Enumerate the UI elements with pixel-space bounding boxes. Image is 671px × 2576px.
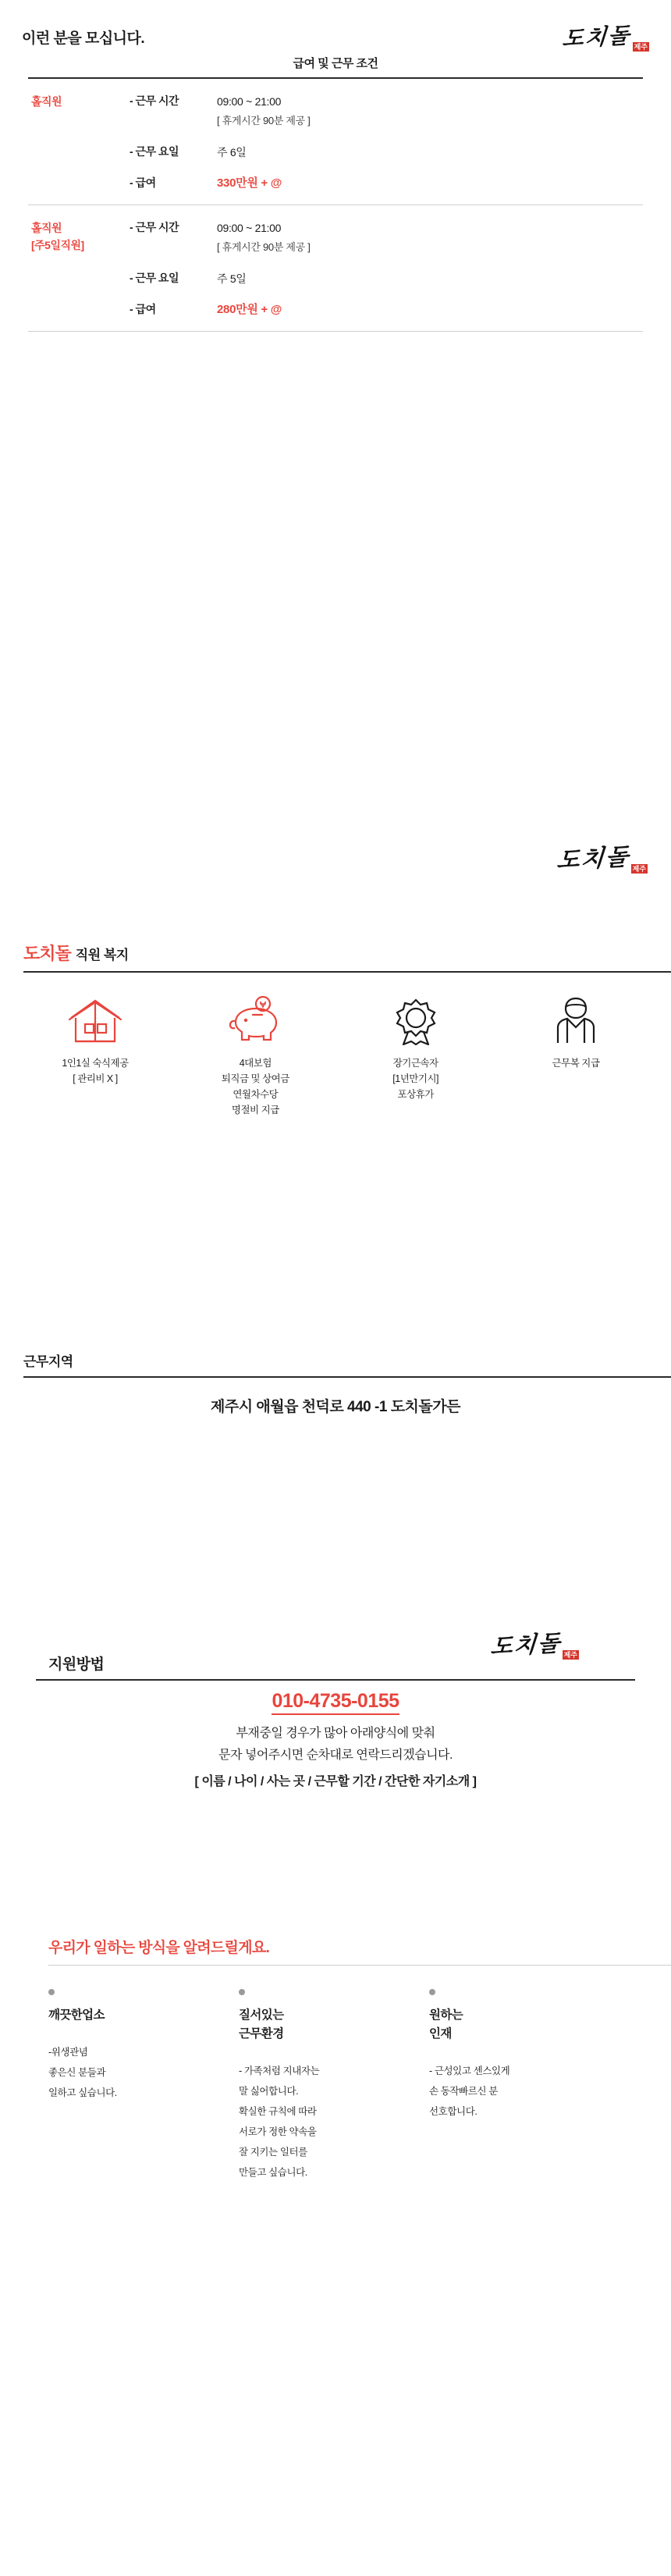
brand-logo-middle-area — [0, 839, 671, 873]
salary-row-value — [217, 219, 311, 256]
brand-logo-text: 도치돌 — [555, 843, 630, 875]
salary-row-main: 09:00 ~ 21:00 — [217, 222, 282, 234]
welfare-item — [179, 994, 332, 1118]
page-title: 이런 분을 모십니다. — [22, 30, 145, 47]
salary-conditions-section — [0, 55, 671, 332]
apply-note-line-2: 문자 넣어주시면 순차대로 연락드리겠습니다. — [218, 1749, 453, 1762]
salary-block — [28, 205, 643, 331]
salary-row-key: - 근무 시간 — [130, 94, 179, 107]
bullet-dot-icon — [239, 1989, 245, 1995]
ways-body-line: - 근성있고 센스있게 — [429, 2065, 510, 2076]
ways-title: 우리가 일하는 방식을 알려드릴게요. — [48, 1940, 270, 1956]
welfare-caption-line: 연월차수당 — [233, 1089, 279, 1100]
welfare-caption-line: 4대보험 — [239, 1058, 272, 1069]
salary-row-key: - 근무 요일 — [130, 145, 179, 158]
salary-row — [130, 301, 643, 318]
salary-row-main: 09:00 ~ 21:00 — [217, 95, 282, 108]
ways-body-line: 말 싫어합니다. — [239, 2086, 299, 2097]
divider — [36, 1679, 635, 1681]
apply-title: 지원방법 — [48, 1656, 105, 1673]
ways-column-body — [239, 2061, 429, 2183]
salary-row-value: 330만원 + @ — [217, 176, 282, 190]
apply-phone[interactable] — [0, 1690, 671, 1713]
welfare-caption-line: 포상휴가 — [397, 1089, 434, 1100]
ways-body-line: 서로가 정한 약속을 — [239, 2126, 317, 2137]
apply-format-line: [ 이름 / 나이 / 사는 곳 / 근무할 기간 / 간단한 자기소개 ] — [194, 1775, 477, 1788]
salary-row-value — [217, 93, 311, 130]
salary-role-subname: [주5일직원] — [31, 239, 84, 251]
apply-note-line-1: 부재중일 경우가 많아 아래양식에 맞춰 — [236, 1727, 435, 1740]
location-address: 제주시 애월읍 천덕로 440 -1 도치돌가든 — [211, 1399, 460, 1415]
bullet-dot-icon — [429, 1989, 435, 1995]
bullet-dot-icon — [48, 1989, 55, 1995]
welfare-item — [339, 994, 492, 1118]
ways-body-line: 만들고 싶습니다. — [239, 2167, 307, 2178]
welfare-section — [0, 941, 671, 1118]
ways-body-line: 좋은신 분들과 — [48, 2067, 106, 2078]
divider — [23, 1376, 671, 1378]
salary-row-value: 280만원 + @ — [217, 303, 282, 316]
salary-row-value: 주 5일 — [217, 272, 247, 285]
ways-column-heading — [239, 2006, 429, 2044]
ways-column — [429, 1989, 620, 2183]
ways-column-heading: 깨끗한업소 — [48, 2008, 105, 2022]
salary-row — [130, 93, 643, 130]
welfare-item-caption — [179, 1055, 332, 1118]
ways-body-line: - 가족처럼 지내자는 — [239, 2065, 320, 2076]
divider — [48, 1965, 671, 1966]
ways-column-body — [48, 2042, 239, 2103]
brand-logo-stamp: 제주 — [634, 43, 648, 51]
salary-row-key: - 근무 시간 — [130, 221, 179, 233]
divider — [28, 331, 643, 332]
ways-heading-line: 인재 — [429, 2027, 452, 2041]
ways-body-line: -위생관념 — [48, 2047, 88, 2058]
welfare-caption-line: 근무복 지급 — [552, 1058, 600, 1069]
welfare-item — [499, 994, 652, 1118]
welfare-item-caption — [499, 1055, 652, 1071]
welfare-caption-line: 퇴직금 및 상여금 — [221, 1073, 289, 1084]
ways-column-heading — [429, 2006, 620, 2044]
brand-logo-apply — [491, 1628, 579, 1660]
welfare-caption-line: [ 관리비 X ] — [73, 1073, 118, 1084]
ways-column — [239, 1989, 429, 2183]
uniform-person-icon — [499, 994, 652, 1046]
salary-row — [130, 270, 643, 287]
brand-logo-stamp: 제주 — [632, 865, 646, 873]
welfare-item — [19, 994, 172, 1118]
welfare-heading-text: 직원 복지 — [75, 948, 129, 962]
salary-role-name: 홀직원 — [31, 222, 62, 234]
salary-row — [130, 219, 643, 256]
brand-logo-stamp: 제주 — [563, 1651, 577, 1659]
salary-row-value: 주 6일 — [217, 146, 247, 158]
location-title: 근무지역 — [23, 1354, 73, 1369]
ways-body-line: 일하고 싶습니다. — [48, 2087, 117, 2098]
salary-row-sub: [ 휴게시간 90분 제공 ] — [217, 115, 311, 126]
welfare-item-caption — [339, 1055, 492, 1102]
welfare-caption-line: 장기근속자 — [392, 1058, 438, 1069]
salary-row-key: - 근무 요일 — [130, 272, 179, 284]
location-section — [0, 1350, 671, 1416]
ways-heading-line: 원하는 — [429, 2008, 463, 2022]
salary-block — [28, 79, 643, 205]
ways-body-line: 손 동작빠르신 분 — [429, 2086, 498, 2097]
ways-heading-line: 근무환경 — [239, 2027, 284, 2041]
ways-body-line: 잘 지키는 일터를 — [239, 2147, 307, 2158]
salary-row — [130, 144, 643, 161]
welfare-heading-brand: 도치돌 — [23, 944, 71, 963]
salary-role-name: 홀직원 — [31, 95, 62, 108]
welfare-caption-line: [1년만기시] — [392, 1073, 438, 1084]
award-medal-icon — [339, 994, 492, 1046]
house-icon — [19, 994, 172, 1046]
salary-row-sub: [ 휴게시간 90분 제공 ] — [217, 241, 311, 253]
salary-role — [28, 93, 130, 194]
brand-logo-middle — [557, 839, 648, 873]
brand-logo-text: 도치돌 — [561, 22, 632, 52]
welfare-item-caption — [19, 1055, 172, 1087]
salary-role — [28, 219, 130, 320]
salary-row-key: - 급여 — [130, 176, 156, 189]
welfare-caption-line: 1인1실 숙식제공 — [62, 1058, 129, 1069]
brand-logo-top — [563, 20, 649, 52]
brand-logo-text: 도치돌 — [489, 1629, 562, 1660]
ways-body-line: 확실한 규칙에 따라 — [239, 2106, 317, 2117]
salary-row-key: - 급여 — [130, 303, 156, 315]
work-philosophy-section — [0, 1936, 671, 2183]
ways-heading-line: 질서있는 — [239, 2008, 284, 2022]
apply-phone-number[interactable]: 010-4735-0155 — [272, 1690, 399, 1715]
welfare-caption-line: 명절비 지급 — [231, 1105, 279, 1115]
ways-column — [48, 1989, 239, 2183]
salary-table-title: 급여 및 근무 조건 — [293, 57, 378, 70]
ways-body-line: 선호합니다. — [429, 2106, 478, 2117]
piggy-bank-icon — [179, 994, 332, 1046]
salary-row — [130, 175, 643, 192]
ways-column-body — [429, 2061, 620, 2122]
welfare-heading — [23, 941, 648, 965]
divider — [23, 971, 671, 973]
